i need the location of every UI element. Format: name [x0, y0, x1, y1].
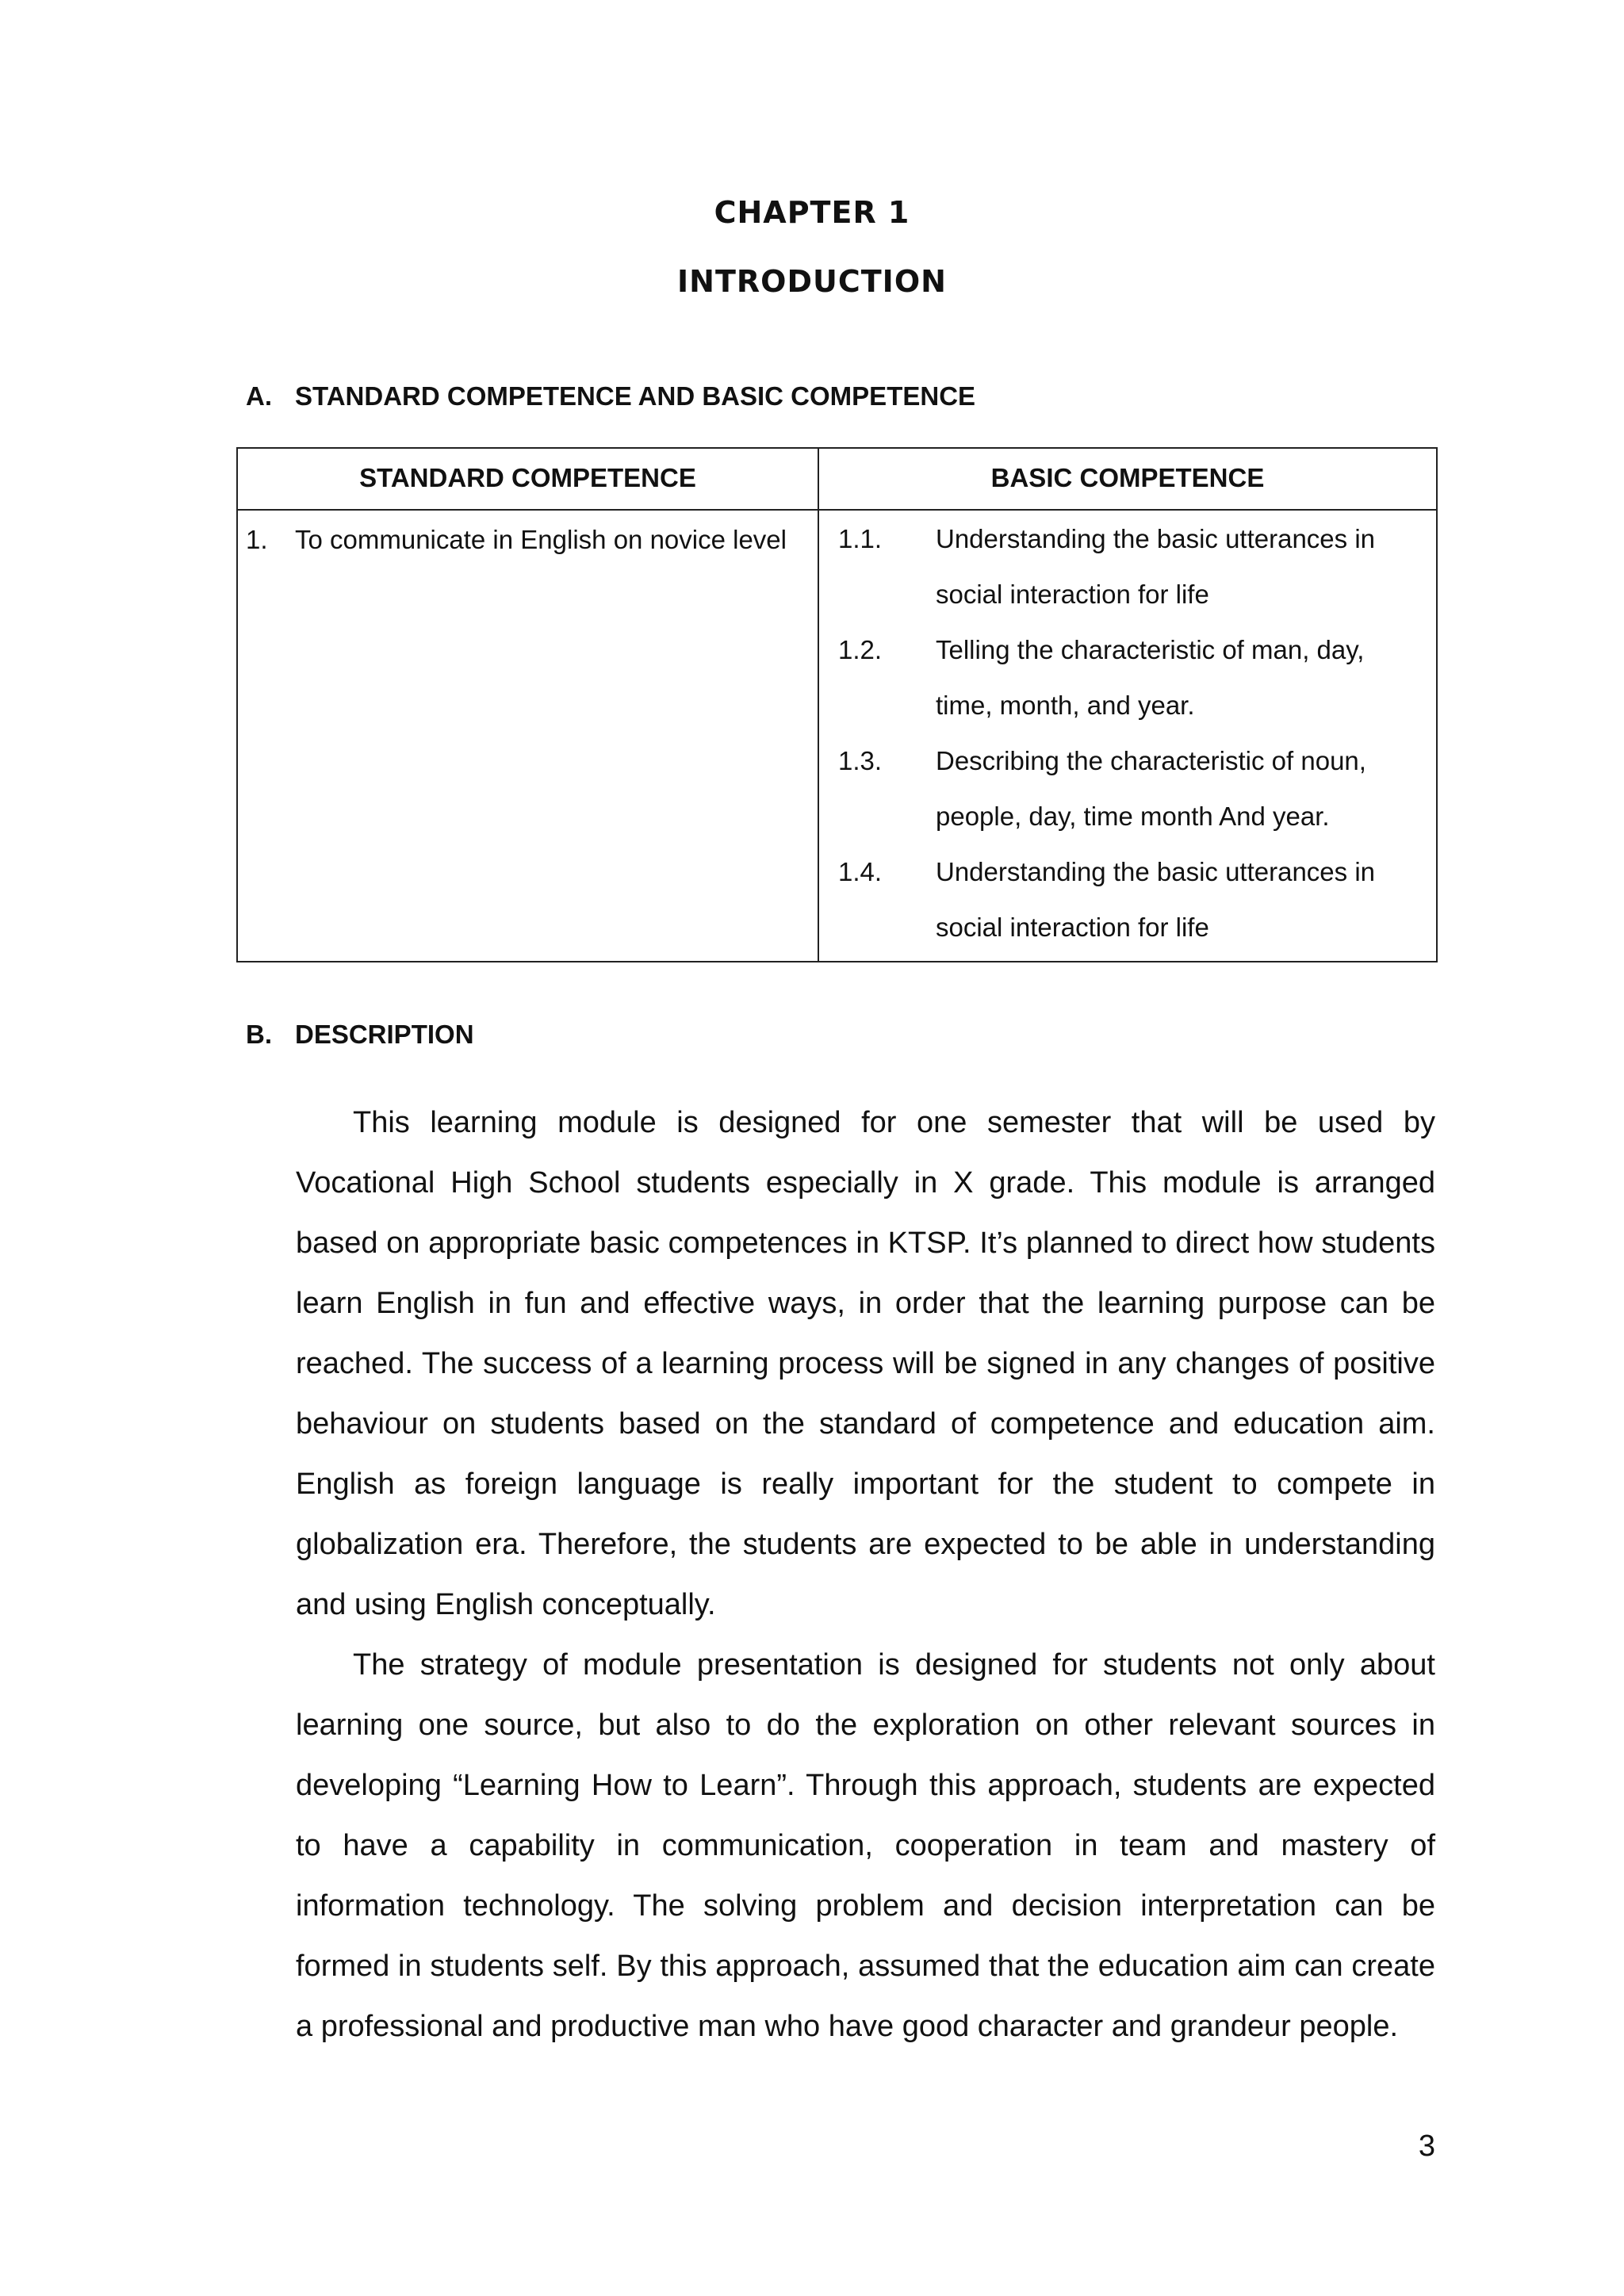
section-a-heading — [246, 381, 975, 411]
section-b-letter: B. — [246, 1020, 272, 1049]
basic-competence-list — [838, 511, 1425, 955]
section-a-title: STANDARD COMPETENCE AND BASIC COMPETENCE — [295, 381, 976, 411]
basic-competence-number: 1.4. — [838, 857, 883, 886]
section-a-letter: A. — [246, 381, 272, 411]
basic-competence-text: Telling the characteristic of man, day, time, month, and year. — [936, 635, 1365, 720]
table-header-basic: BASIC COMPETENCE — [990, 463, 1265, 492]
basic-competence-text: Understanding the basic utterances in social interaction for life — [936, 524, 1376, 609]
basic-competence-text: Understanding the basic utterances in social interaction for life — [936, 857, 1376, 942]
basic-competence-text: Describing the characteristic of noun, people, day, time month And year. — [936, 746, 1366, 831]
standard-competence-text: To communicate in English on novice level — [295, 525, 787, 554]
table-column-divider — [818, 449, 819, 961]
description-paragraph: This learning module is designed for one semester that will be used by Vocational High School students especially in X grade. This module is arranged based on appropriate basic competences in KTSP. It’s planned to direct how students learn English in fun and effective ways, in order that the learning purpose can be reached. The success of a learning process will be signed in any changes of positive behaviour on students based on the standard of competence and education aim. English as foreign language is really important for the student to compete in globalization era. Therefore, the students are expected to be able in understanding and using English conceptually. — [296, 1106, 1435, 1621]
table-header-standard: STANDARD COMPETENCE — [359, 463, 696, 492]
basic-competence-item — [838, 844, 1425, 955]
table-header-divider — [238, 509, 1436, 511]
chapter-subtitle: INTRODUCTION — [677, 264, 947, 299]
basic-competence-item — [838, 622, 1425, 733]
basic-competence-item — [838, 733, 1425, 844]
basic-competence-number: 1.2. — [838, 635, 883, 664]
standard-competence-item — [246, 522, 801, 558]
basic-competence-item — [838, 511, 1425, 622]
basic-competence-number: 1.1. — [838, 524, 883, 553]
section-b-heading — [246, 1020, 474, 1050]
section-b-title: DESCRIPTION — [295, 1020, 474, 1049]
page-number: 3 — [1418, 2130, 1435, 2163]
description-body — [296, 1093, 1435, 2057]
description-paragraph: The strategy of module presentation is designed for students not only about learning one source, but also to do the exploration on other relevant sources in developing “Learning How to Learn”. Through this approach, students are expected to have a capability in communication, cooperation in team and mastery of information technology. The solving problem and decision interpretation can be formed in students self. By this approach, assumed that the education aim can create a professional and productive man who have good character and grandeur people. — [296, 1648, 1435, 2043]
competence-table — [236, 447, 1438, 962]
basic-competence-number: 1.3. — [838, 746, 883, 775]
chapter-title: CHAPTER 1 — [714, 195, 910, 230]
standard-competence-number: 1. — [246, 525, 268, 554]
